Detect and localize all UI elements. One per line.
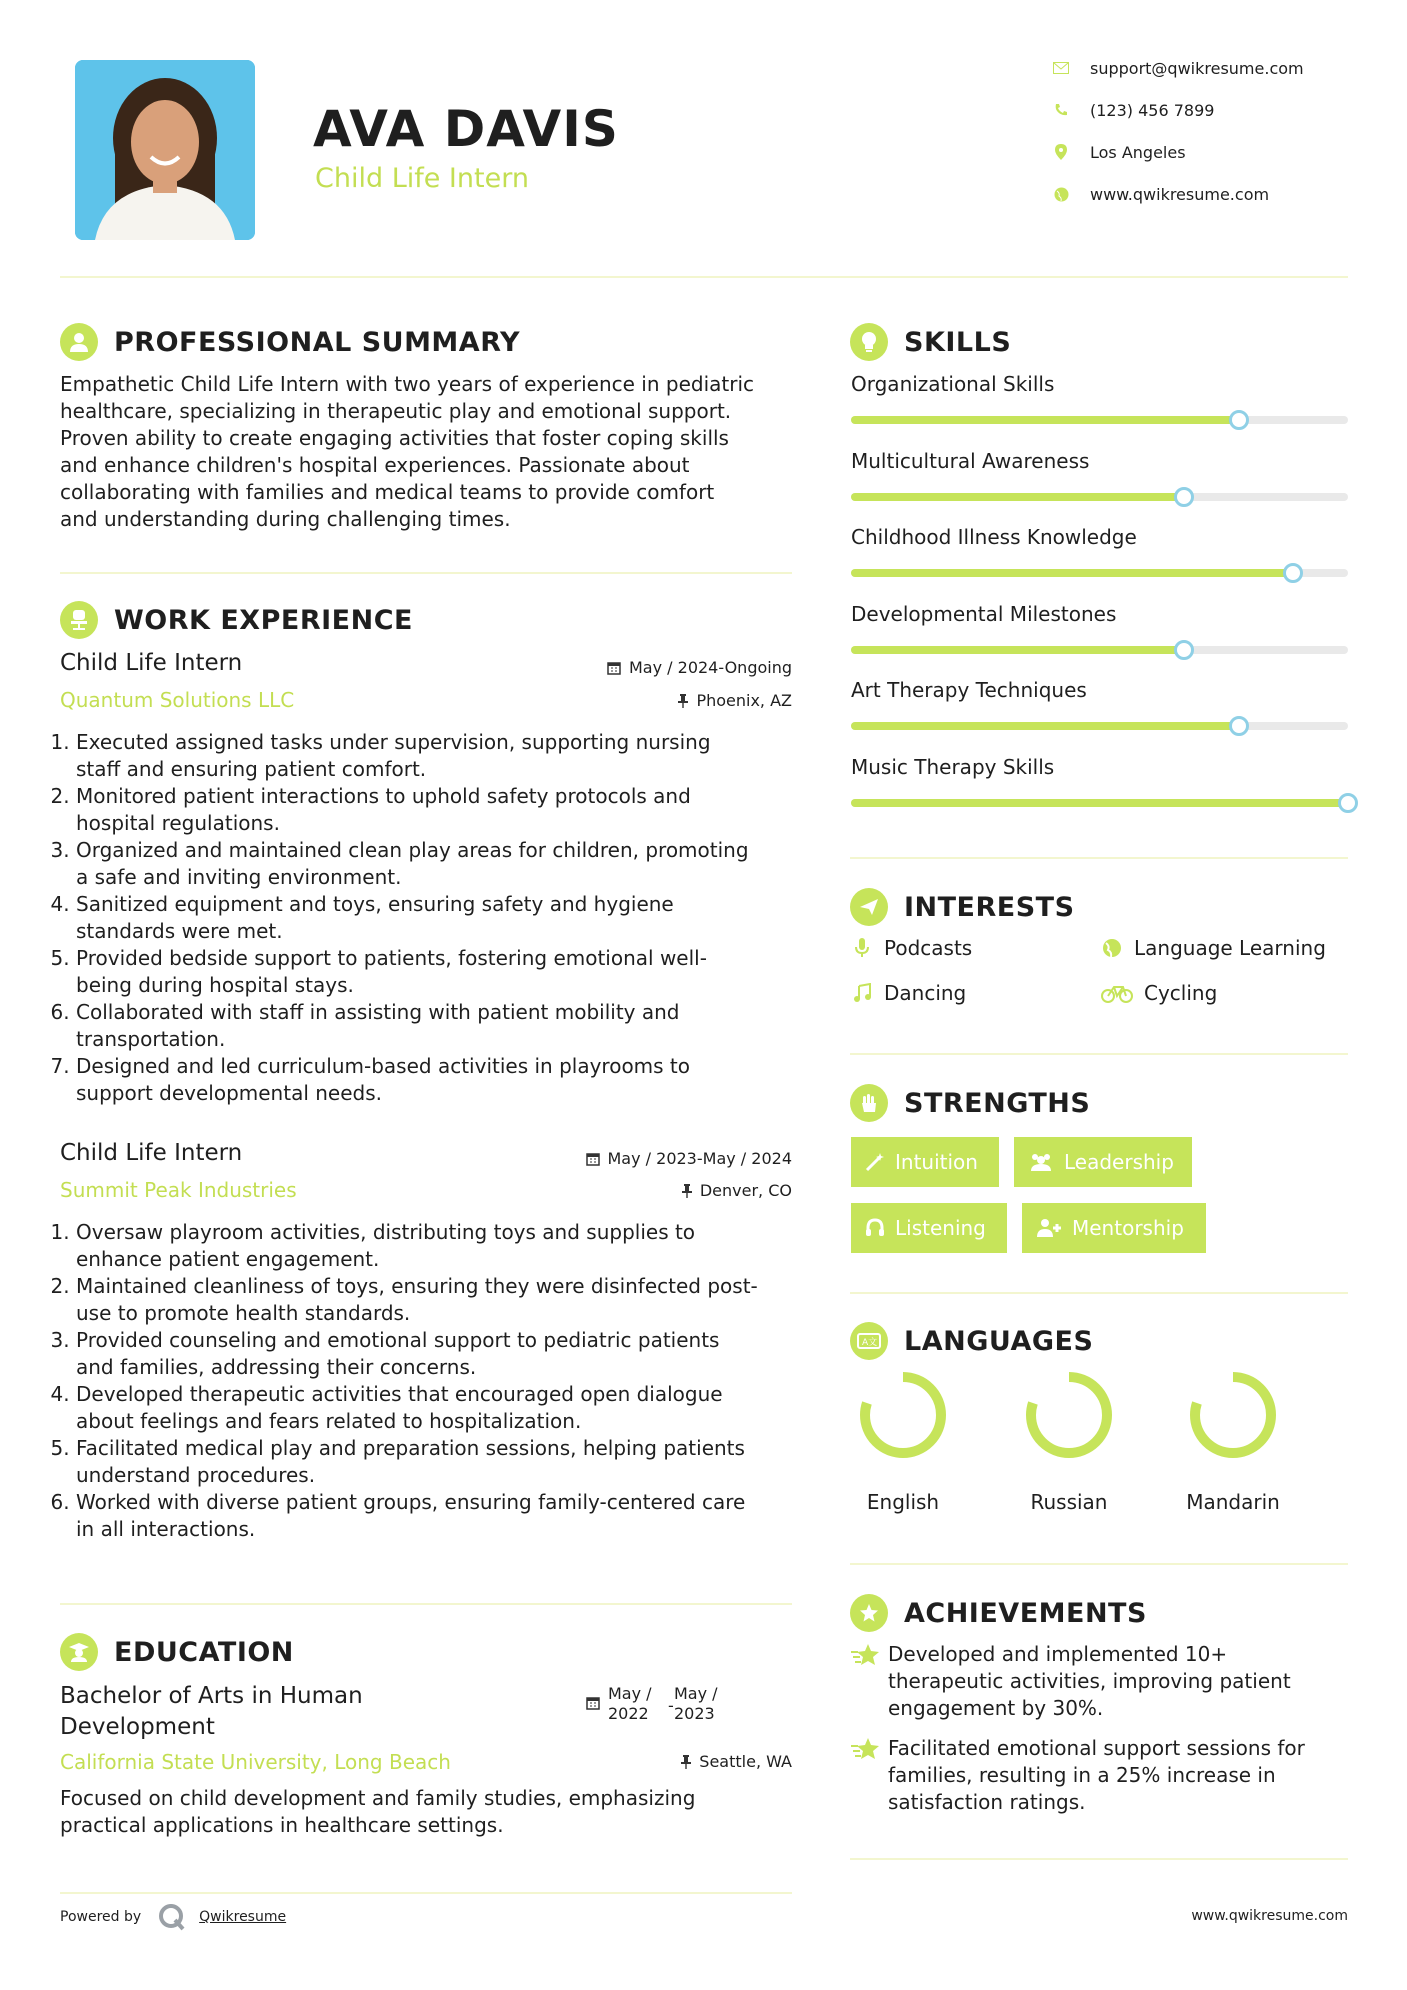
date-start-month: May /: [608, 1684, 652, 1703]
summary-line: collaborating with families and medical teams to provide comfort: [60, 480, 715, 504]
duty-item: [76, 837, 808, 891]
skill-bar-fill: [851, 416, 1239, 424]
summary-text: [60, 371, 800, 533]
strength-chip: [851, 1203, 1007, 1253]
skill-bar-fill: [851, 569, 1293, 577]
education-desc-line: practical applications in healthcare settings.: [60, 1813, 504, 1837]
language-icon: [850, 1322, 888, 1360]
work-section-header: [60, 600, 413, 640]
group-icon: [1028, 1152, 1054, 1172]
education-location: [540, 1752, 792, 1771]
interest-label: Dancing: [884, 981, 967, 1005]
education-description: [60, 1785, 800, 1839]
contact-website[interactable]: [1050, 183, 1269, 205]
job-title: Child Life Intern: [60, 1140, 243, 1166]
duty-line: support developmental needs.: [76, 1081, 383, 1105]
duty-item: [76, 783, 808, 837]
duty-line: about feelings and fears related to hospitalization.: [76, 1409, 582, 1433]
calendar-icon: [586, 1695, 600, 1715]
candidate-role: Child Life Intern: [315, 163, 529, 194]
pin-icon: [682, 1184, 692, 1198]
skill-bar-knob: [1174, 640, 1194, 660]
duty-line: Provided counseling and emotional support to pediatric patients: [76, 1328, 720, 1352]
star-icon: [850, 1735, 888, 1816]
music-note-icon: [850, 983, 874, 1003]
degree-title: [60, 1681, 363, 1743]
achievement-line: therapeutic activities, improving patient: [888, 1669, 1291, 1693]
duty-line: and families, addressing their concerns.: [76, 1355, 477, 1379]
achievement-line: Facilitated emotional support sessions for: [888, 1736, 1305, 1760]
languages-title: LANGUAGES: [904, 1325, 1094, 1357]
headphones-icon: [865, 1218, 885, 1238]
date-start-year: 2022: [608, 1704, 649, 1723]
summary-line: Empathetic Child Life Intern with two years of experience in pediatric: [60, 372, 755, 396]
duty-line: Oversaw playroom activities, distributing toys and supplies to: [76, 1220, 696, 1244]
skills-title: SKILLS: [904, 326, 1012, 358]
education-section-header: [60, 1632, 294, 1672]
section-divider: [850, 1858, 1348, 1860]
bicycle-icon: [1100, 983, 1134, 1003]
job-location-text: Phoenix, AZ: [696, 691, 792, 710]
date-dash: -: [668, 1696, 674, 1715]
date-end-year: 2023: [674, 1704, 715, 1723]
duty-item: [76, 1053, 808, 1107]
contact-location: [1050, 141, 1186, 163]
summary-line: Proven ability to create engaging activities that foster coping skills: [60, 426, 729, 450]
hand-icon: [850, 1084, 888, 1122]
powered-by: [60, 1902, 286, 1932]
job-location-text: Denver, CO: [699, 1181, 792, 1200]
strength-label: Listening: [895, 1216, 986, 1240]
duty-item: [76, 1273, 808, 1327]
candidate-name: AVA DAVIS: [313, 100, 619, 158]
summary-title: PROFESSIONAL SUMMARY: [114, 326, 521, 358]
skill-bar-knob: [1174, 487, 1194, 507]
duty-line: Maintained cleanliness of toys, ensuring they were disinfected post-: [76, 1274, 758, 1298]
duty-line: enhance patient engagement.: [76, 1247, 380, 1271]
languages-section-header: [850, 1321, 1093, 1361]
duty-item: [76, 1435, 808, 1489]
interests-title: INTERESTS: [904, 891, 1075, 923]
language-label: Mandarin: [1186, 1490, 1280, 1514]
job-location: [540, 1181, 792, 1200]
job-duties: [58, 1219, 808, 1543]
date-start: [608, 1684, 674, 1724]
date-end-month: May /: [674, 1684, 718, 1703]
section-divider: [850, 857, 1348, 859]
achievements-section-header: [850, 1593, 1147, 1633]
phone-icon: [1050, 103, 1072, 117]
skill-bar: [851, 416, 1348, 424]
microphone-icon: [850, 938, 874, 958]
language-label: English: [866, 1490, 940, 1514]
duty-line: standards were met.: [76, 919, 283, 943]
pin-icon: [678, 694, 688, 708]
skill-bar: [851, 493, 1348, 501]
footer-website[interactable]: www.qwikresume.com: [1191, 1908, 1348, 1924]
duty-line: Executed assigned tasks under supervision, supporting nursing: [76, 730, 711, 754]
skill-name: Developmental Milestones: [851, 601, 1117, 626]
footer-divider: [60, 1892, 792, 1894]
duty-line: Sanitized equipment and toys, ensuring safety and hygiene: [76, 892, 674, 916]
duty-line: Collaborated with staff in assisting with patient mobility and: [76, 1000, 680, 1024]
skill-bar-fill: [851, 799, 1348, 807]
calendar-icon: [607, 661, 621, 675]
date-end: [668, 1684, 718, 1724]
summary-section-header: [60, 322, 520, 362]
interest-label: Cycling: [1144, 981, 1218, 1005]
summary-line: and understanding during challenging times.: [60, 507, 511, 531]
duty-line: understand procedures.: [76, 1463, 316, 1487]
skill-bar: [851, 799, 1348, 807]
section-divider: [60, 572, 792, 574]
strength-label: Intuition: [895, 1150, 978, 1174]
skill-bar-fill: [851, 722, 1239, 730]
skill-bar-fill: [851, 646, 1184, 654]
graduate-icon: [60, 1633, 98, 1671]
duty-line: Organized and maintained clean play areas for children, promoting: [76, 838, 749, 862]
education-title: EDUCATION: [114, 1636, 294, 1668]
duty-item: [76, 1219, 808, 1273]
achievement-item: [850, 1735, 1348, 1816]
interest-item: [1100, 981, 1217, 1005]
achievement-line: Developed and implemented 10+: [888, 1642, 1228, 1666]
duty-item: [76, 729, 808, 783]
pin-icon: [681, 1755, 691, 1769]
strengths-section-header: [850, 1083, 1090, 1123]
powered-by-text: Powered by: [60, 1909, 142, 1925]
skill-name: Music Therapy Skills: [851, 754, 1055, 779]
strength-label: Leadership: [1064, 1150, 1174, 1174]
contact-email[interactable]: [1050, 57, 1304, 79]
skill-bar-knob: [1338, 793, 1358, 813]
duty-item: [76, 1381, 808, 1435]
interest-label: Podcasts: [884, 936, 973, 960]
strength-chip: [851, 1137, 999, 1187]
language-ring-arc: [1031, 1377, 1107, 1453]
calendar-icon: [586, 1152, 600, 1166]
duty-line: being during hospital stays.: [76, 973, 354, 997]
star-icon: [850, 1641, 888, 1722]
achievement-text: [888, 1735, 1305, 1816]
skill-bar: [851, 722, 1348, 730]
skill-bar: [851, 569, 1348, 577]
skill-bar-knob: [1229, 716, 1249, 736]
language-label: Russian: [1030, 1490, 1108, 1514]
duty-line: Monitored patient interactions to uphold safety protocols and: [76, 784, 691, 808]
globe-icon: [1100, 938, 1124, 958]
contact-phone-text: (123) 456 7899: [1090, 100, 1215, 120]
achievement-item: [850, 1641, 1348, 1722]
add-user-icon: [1036, 1218, 1062, 1238]
language-ring: [853, 1365, 953, 1465]
achievements-title: ACHIEVEMENTS: [904, 1597, 1147, 1629]
contact-email-text: support@qwikresume.com: [1090, 58, 1304, 78]
skill-name: Multicultural Awareness: [851, 448, 1090, 473]
job-title: Child Life Intern: [60, 650, 243, 676]
job-date: [540, 658, 792, 677]
duty-item: [76, 999, 808, 1053]
duty-line: Worked with diverse patient groups, ensuring family-centered care: [76, 1490, 746, 1514]
interest-item: [850, 936, 972, 960]
contact-website-text: www.qwikresume.com: [1090, 184, 1270, 204]
profile-photo: [75, 60, 255, 240]
job-location: [540, 691, 792, 710]
skills-section-header: [850, 322, 1011, 362]
chair-icon: [60, 601, 98, 639]
duty-item: [76, 945, 808, 999]
paper-plane-icon: [850, 888, 888, 926]
section-divider: [60, 1603, 792, 1605]
language-ring-arc: [1195, 1377, 1271, 1453]
company-name: Quantum Solutions LLC: [60, 688, 295, 712]
summary-line: and enhance children's hospital experiences. Passionate about: [60, 453, 690, 477]
duty-line: Developed therapeutic activities that encouraged open dialogue: [76, 1382, 723, 1406]
skill-name: Organizational Skills: [851, 372, 1055, 396]
skill-name: Childhood Illness Knowledge: [851, 525, 1137, 549]
duty-line: a safe and inviting environment.: [76, 865, 402, 889]
job-date: [540, 1149, 792, 1168]
interests-section-header: [850, 887, 1075, 927]
location-pin-icon: [1050, 144, 1072, 160]
work-title: WORK EXPERIENCE: [114, 604, 413, 636]
contact-location-text: Los Angeles: [1090, 142, 1186, 162]
language-ring-arc: [865, 1377, 941, 1453]
duty-line: in all interactions.: [76, 1517, 256, 1541]
skill-bar-fill: [851, 493, 1184, 501]
qwikresume-link[interactable]: Qwikresume: [199, 1909, 287, 1925]
company-name: Summit Peak Industries: [60, 1178, 297, 1202]
interest-item: [1100, 936, 1326, 960]
skill-bar: [851, 646, 1348, 654]
achievement-line: satisfaction ratings.: [888, 1790, 1086, 1814]
svg-text:A文: A文: [862, 1338, 878, 1348]
duty-item: [76, 1489, 808, 1543]
education-desc-line: Focused on child development and family studies, emphasizing: [60, 1786, 696, 1810]
duty-line: Provided bedside support to patients, fostering emotional well-: [76, 946, 707, 970]
strengths-title: STRENGTHS: [904, 1087, 1091, 1119]
job-date-text: May / 2024-Ongoing: [629, 658, 792, 677]
strength-label: Mentorship: [1072, 1216, 1184, 1240]
education-date: [586, 1684, 718, 1724]
language-ring: [1019, 1365, 1119, 1465]
magic-wand-icon: [865, 1152, 885, 1172]
duty-line: hospital regulations.: [76, 811, 280, 835]
qwikresume-logo-icon: [157, 1902, 187, 1932]
skill-name: Art Therapy Techniques: [851, 678, 1087, 702]
strength-chip: [1014, 1137, 1192, 1187]
section-divider: [850, 1053, 1348, 1055]
language-ring: [1183, 1365, 1283, 1465]
contact-phone[interactable]: [1050, 99, 1214, 121]
duty-line: staff and ensuring patient comfort.: [76, 757, 427, 781]
duty-line: Facilitated medical play and preparation sessions, helping patients: [76, 1436, 745, 1460]
skill-bar-knob: [1283, 563, 1303, 583]
star-badge-icon: [850, 1594, 888, 1632]
duty-item: [76, 891, 808, 945]
duty-item: [76, 1327, 808, 1381]
skill-bar-knob: [1229, 410, 1249, 430]
duty-line: use to promote health standards.: [76, 1301, 411, 1325]
job-date-text: May / 2023-May / 2024: [607, 1149, 792, 1168]
achievement-text: [888, 1641, 1291, 1722]
degree-line: Bachelor of Arts in Human: [60, 1683, 363, 1709]
section-divider: [850, 1563, 1348, 1565]
achievement-line: engagement by 30%.: [888, 1696, 1104, 1720]
degree-line: Development: [60, 1714, 215, 1740]
user-icon: [60, 323, 98, 361]
strength-chip: [1022, 1203, 1206, 1253]
achievement-line: families, resulting in a 25% increase in: [888, 1763, 1276, 1787]
section-divider: [850, 1292, 1348, 1294]
envelope-icon: [1050, 62, 1072, 74]
education-location-text: Seattle, WA: [699, 1752, 792, 1771]
interest-label: Language Learning: [1134, 936, 1326, 960]
summary-line: healthcare, specializing in therapeutic play and emotional support.: [60, 399, 732, 423]
duty-line: Designed and led curriculum-based activities in playrooms to: [76, 1054, 691, 1078]
interest-item: [850, 981, 966, 1005]
lightbulb-icon: [850, 323, 888, 361]
header-divider: [60, 276, 1348, 278]
globe-icon: [1050, 187, 1072, 202]
duty-line: transportation.: [76, 1027, 226, 1051]
school-name: California State University, Long Beach: [60, 1750, 451, 1774]
job-duties: [58, 729, 808, 1107]
